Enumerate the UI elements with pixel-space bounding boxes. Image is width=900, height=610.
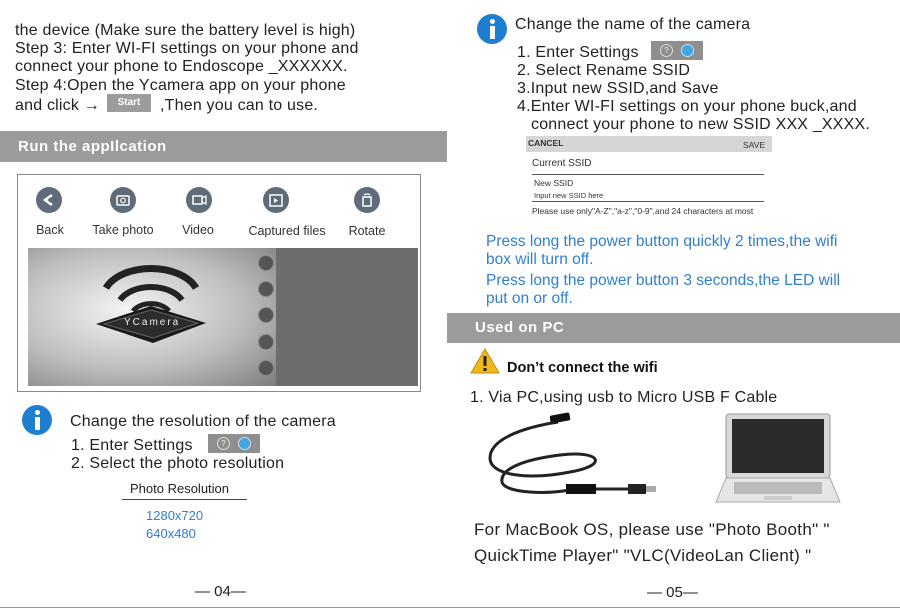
toolbar-label-back: Back <box>36 223 64 237</box>
section-title: Run the appIlcation <box>18 138 167 155</box>
start-button[interactable]: Start <box>107 94 151 112</box>
bottom-divider <box>0 607 900 608</box>
side-control-strip <box>276 248 418 386</box>
camera-preview <box>28 248 276 386</box>
current-ssid-label: Current SSID <box>532 158 592 169</box>
intro-line-3: connect your phone to Endoscope _XXXXXX. <box>15 58 348 75</box>
gear-icon <box>681 44 694 57</box>
new-ssid-input[interactable]: Input new SSID here <box>534 191 604 200</box>
info-icon <box>477 14 507 44</box>
toolbar-label-video: Video <box>182 223 214 237</box>
side-back-icon[interactable] <box>258 255 274 271</box>
section-used-on-pc <box>447 313 900 343</box>
rename-step-4-cont: connect your phone to new SSID XXX _XXXX. <box>531 116 871 133</box>
save-button[interactable]: SAVE <box>743 140 766 150</box>
side-rotate-icon[interactable] <box>258 360 274 376</box>
note-line-3: Press long the power button 3 seconds,the LED will <box>486 272 841 289</box>
intro-line-2: Step 3: Enter WI-FI settings on your phone and <box>15 40 359 57</box>
video-icon[interactable] <box>186 187 212 213</box>
photo-resolution-divider <box>122 499 247 500</box>
side-files-icon[interactable] <box>258 334 274 350</box>
page-number-left: — 04— <box>195 583 246 600</box>
intro-line-1: the device (Make sure the battery level is high) <box>15 22 356 39</box>
resolution-title: Change the resolution of the camera <box>70 413 336 430</box>
resolution-step-2: 2. Select the photo resolution <box>71 455 285 472</box>
resolution-option-640[interactable]: 640x480 <box>146 526 196 541</box>
preview-logo-text: YCamera <box>124 317 181 328</box>
current-ssid-divider <box>532 174 764 175</box>
side-camera-icon[interactable] <box>258 281 274 297</box>
photo-resolution-label: Photo Resolution <box>130 481 230 496</box>
help-icon: ? <box>660 44 673 57</box>
page-number-right: — 05— <box>647 584 698 601</box>
section-run-application <box>0 131 447 162</box>
rename-step-4: 4.Enter WI-FI settings on your phone buck,and <box>517 98 857 115</box>
resolution-option-1280[interactable]: 1280x720 <box>146 508 204 523</box>
ssid-dialog <box>526 136 772 218</box>
laptop-image <box>714 412 842 508</box>
cancel-button[interactable]: CANCEL <box>528 138 564 148</box>
settings-icons[interactable] <box>208 434 260 453</box>
toolbar-label-rotate: Rotate <box>348 224 386 238</box>
rename-step-2: 2. Select Rename SSID <box>517 62 691 79</box>
info-icon <box>22 405 52 435</box>
rename-title: Change the name of the camera <box>515 16 751 33</box>
click-prefix: and click → <box>15 97 100 114</box>
section-title: Used on PC <box>475 319 565 336</box>
intro-line-4: Step 4:Open the Ycamera app on your phone <box>15 77 346 94</box>
camera-icon[interactable] <box>110 187 136 213</box>
resolution-step-1: 1. Enter Settings <box>71 437 193 454</box>
rename-step-3: 3.Input new SSID,and Save <box>517 80 719 97</box>
mac-line-2: QuickTime Player" "VLC(VideoLan Client) " <box>474 546 812 565</box>
warning-text: Don’t connect the wifi <box>507 360 658 376</box>
app-screenshot <box>17 174 421 392</box>
settings-icons[interactable] <box>651 41 703 60</box>
gear-icon <box>238 437 251 450</box>
click-suffix: ,Then you can to use. <box>160 97 319 114</box>
help-icon: ? <box>217 437 230 450</box>
rename-step-1: 1. Enter Settings <box>517 44 639 61</box>
note-line-2: box will turn off. <box>486 251 594 268</box>
warning-icon <box>470 348 500 374</box>
new-ssid-label: New SSID <box>534 178 574 188</box>
note-line-1: Press long the power button quickly 2 times,the wifi <box>486 233 838 250</box>
input-underline <box>532 201 764 202</box>
back-icon[interactable] <box>36 187 62 213</box>
toolbar-label-captured-files: Captured files <box>248 224 326 238</box>
rotate-icon[interactable] <box>354 187 380 213</box>
via-pc-text: 1. Via PC,using usb to Micro USB F Cable <box>470 389 778 406</box>
captured-files-icon[interactable] <box>263 187 289 213</box>
ssid-hint: Please use only"A-Z","a-z","0-9",and 24 characters at most <box>532 206 754 216</box>
mac-line-1: For MacBook OS, please use "Photo Booth" " <box>474 520 830 539</box>
note-line-4: put on or off. <box>486 290 573 307</box>
side-video-icon[interactable] <box>258 307 274 323</box>
toolbar-label-take-photo: Take photo <box>92 223 154 237</box>
usb-cable-image <box>480 410 660 510</box>
